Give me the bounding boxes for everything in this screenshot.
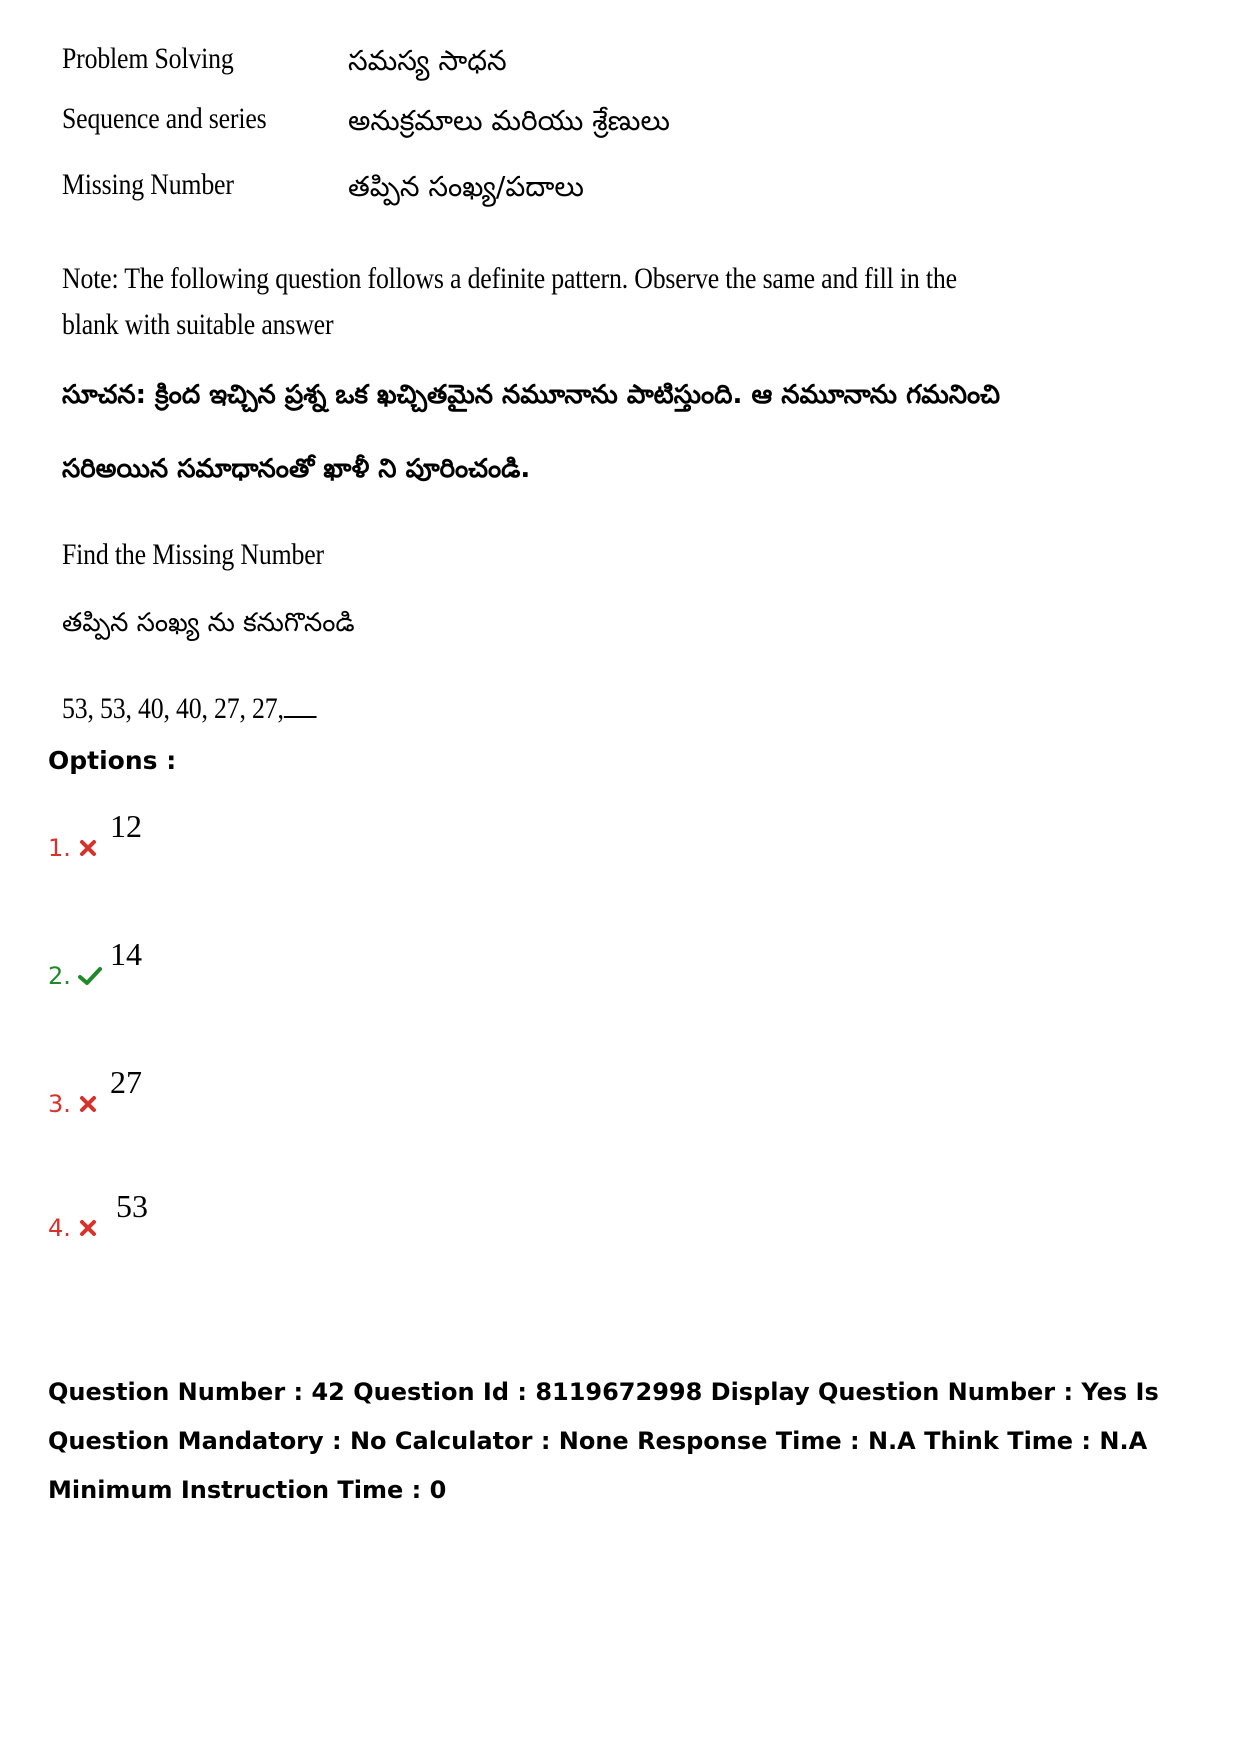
- option-value: 14: [110, 936, 142, 972]
- topic-english: Missing Number: [62, 168, 234, 201]
- option-number: 4.: [48, 1214, 71, 1242]
- topic-telugu: సమస్య సాధన: [348, 44, 507, 77]
- note-telugu-line1: సూచన: క్రింద ఇచ్చిన ప్రశ్న ఒక ఖచ్చితమైన నమూనాను పాటిస్తుంది. ఆ నమూనాను గమనించి: [62, 380, 1001, 410]
- question-telugu: తప్పిన సంఖ్య ను కనుగొనండి: [62, 608, 355, 638]
- question-english: Find the Missing Number: [62, 538, 324, 571]
- option-number: 2.: [48, 962, 71, 990]
- topic-english: Sequence and series: [62, 102, 267, 135]
- options-label: Options :: [48, 746, 177, 775]
- check-icon: [78, 966, 102, 986]
- sequence-blank: [284, 688, 317, 718]
- option-number: 1.: [48, 834, 71, 862]
- topic-telugu: తప్పిన సంఖ్య/పదాలు: [348, 170, 584, 203]
- note-telugu-line2: సరిఅయిన సమాధానంతో ఖాళీ ని పూరించండి.: [62, 454, 531, 484]
- option-value: 12: [110, 808, 142, 844]
- number-sequence: [62, 688, 316, 726]
- cross-icon: [78, 838, 98, 858]
- cross-icon: [78, 1094, 98, 1114]
- option-value: 53: [116, 1188, 148, 1224]
- note-english-line2: blank with suitable answer: [62, 308, 334, 341]
- sequence-values: 53, 53, 40, 40, 27, 27,: [62, 692, 284, 725]
- option-value: 27: [110, 1064, 142, 1100]
- topic-telugu: అనుక్రమాలు మరియు శ్రేణులు: [348, 104, 670, 137]
- note-english: [62, 256, 957, 348]
- option-number: 3.: [48, 1090, 71, 1118]
- topic-english: Problem Solving: [62, 42, 234, 75]
- note-english-line1: Note: The following question follows a definite pattern. Observe the same and fill in the: [62, 262, 957, 295]
- question-meta: Question Number : 42 Question Id : 8119672998 Display Question Number : Yes Is Question Mandatory : No Calculator : None Response Time : N.A Think Time : N.A Minimum Instruction Time : 0: [48, 1378, 1159, 1504]
- cross-icon: [78, 1218, 98, 1238]
